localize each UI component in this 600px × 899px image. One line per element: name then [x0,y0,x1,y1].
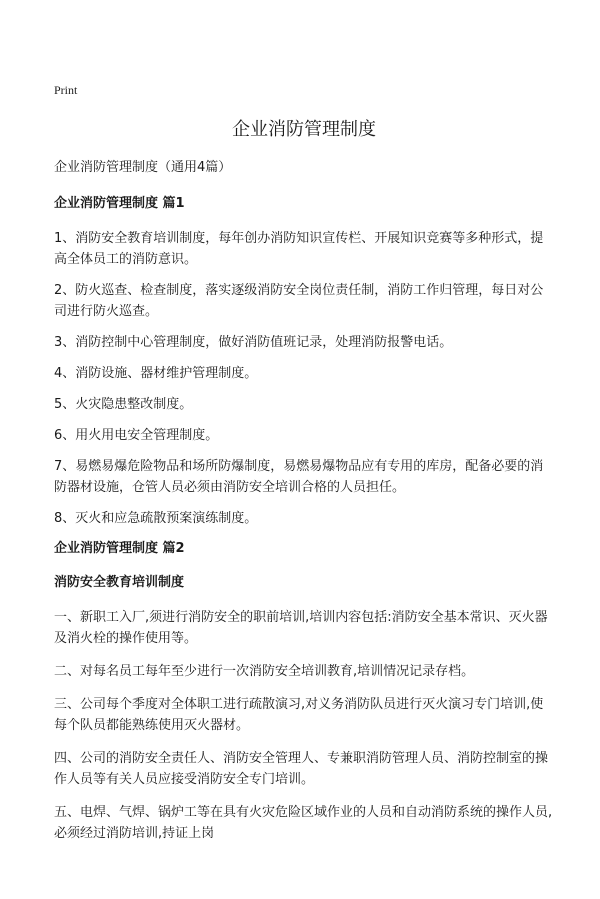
section1-item: 1、消防安全教育培训制度，每年创办消防知识宣传栏、开展知识竞赛等多种形式，提高全体员工的消防意识。 [54,231,544,267]
section2-item: 五、电焊、气焊、锅炉工等在具有火灾危险区域作业的人员和自动消防系统的操作人员,必须经过消防培训,持证上岗 [54,805,553,841]
section1-item: 3、消防控制中心管理制度，做好消防值班记录，处理消防报警电话。 [54,335,453,350]
document-title: 企业消防管理制度 [232,119,376,140]
document-page [54,82,554,856]
section1-item: 6、用火用电安全管理制度。 [54,428,219,443]
document-subtitle: 企业消防管理制度（通用4篇） [54,160,232,175]
section2-item: 四、公司的消防安全责任人、消防安全管理人、专兼职消防管理人员、消防控制室的操作人员等有关人员应接受消防安全专门培训。 [54,751,549,787]
section1-item: 7、易燃易爆危险物品和场所防爆制度，易燃易爆物品应有专用的库房，配备必要的消防器材设施，仓管人员必须由消防安全培训合格的人员担任。 [54,459,544,495]
section-heading-1: 企业消防管理制度 篇1 [54,196,185,211]
section1-item: 8、灭火和应急疏散预案演练制度。 [54,511,258,526]
section1-item: 5、火灾隐患整改制度。 [54,397,193,412]
section2-item: 三、公司每个季度对全体职工进行疏散演习,对义务消防队员进行灭火演习专门培训,使每个队员都能熟练使用灭火器材。 [54,697,544,733]
print-label: Print [54,83,78,97]
section1-item: 4、消防设施、器材维护管理制度。 [54,366,258,381]
section-heading-2: 企业消防管理制度 篇2 [54,541,185,556]
section2-item: 一、新职工入厂,须进行消防安全的职前培训,培训内容包括:消防安全基本常识、灭火器及消火栓的操作使用等。 [54,610,548,646]
section-subheading: 消防安全教育培训制度 [54,575,185,590]
section2-item: 二、对每名员工每年至少进行一次消防安全培训教育,培训情况记录存档。 [54,664,475,679]
section1-item: 2、防火巡查、检查制度，落实逐级消防安全岗位责任制，消防工作归管理，每日对公司进行防火巡查。 [54,283,544,319]
